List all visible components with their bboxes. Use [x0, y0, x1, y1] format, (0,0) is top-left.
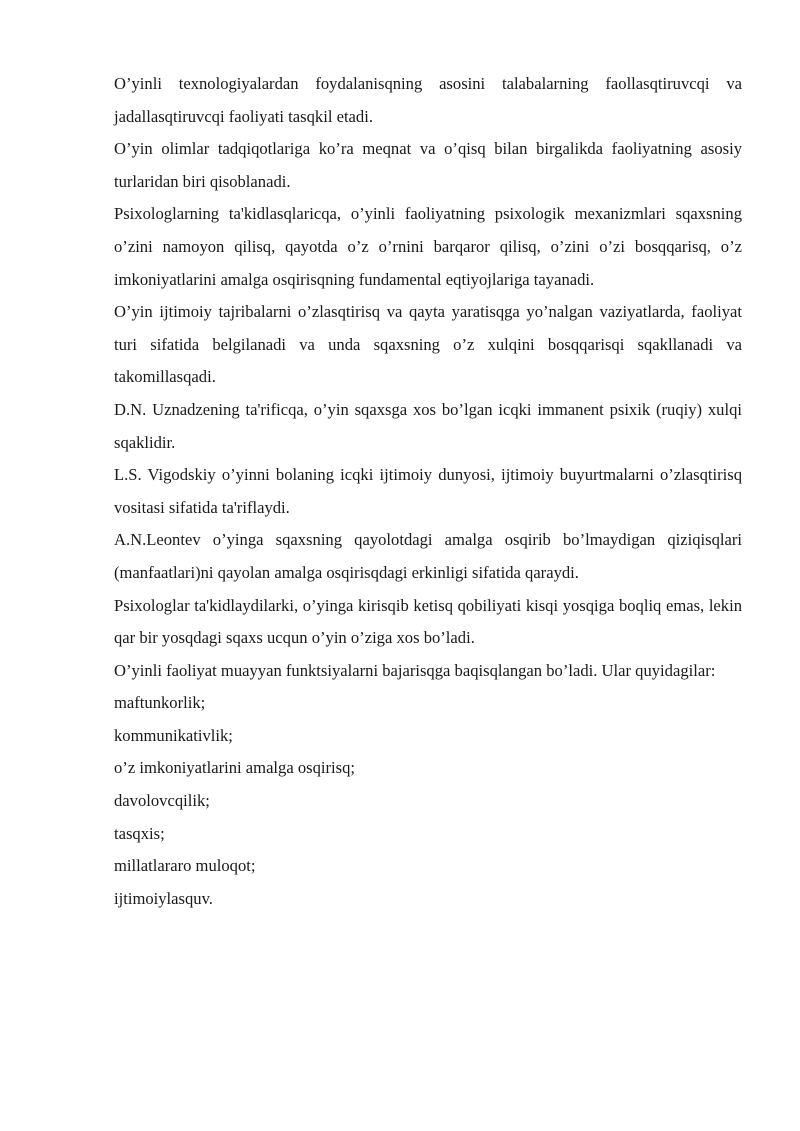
paragraph: O’yin olimlar tadqiqotlariga ko’ra meqnat va o’qisq bilan birgalikda faoliyatning asosiy turlaridan biri qisoblanadi. — [114, 139, 742, 191]
paragraph: L.S. Vigodskiy o’yinni bolaning icqki ijtimoiy dunyosi, ijtimoiy buyurtmalarni o’zlasqtirisq vositasi sifatida ta'riflaydi. — [114, 465, 742, 517]
functions-list — [114, 687, 742, 915]
paragraph: D.N. Uznadzening ta'rificqa, o’yin sqaxsga xos bo’lgan icqki immanent psixik (ruqiy) xulqi sqaklidir. — [114, 399, 742, 452]
list-item: kommunikativlik; — [114, 725, 233, 745]
paragraph: O’yinli texnologiyalardan foydalanisqning asosini talabalarning faollasqtiruvcqi va jadallasqtiruvcqi faoliyati tasqkil etadi. — [114, 74, 742, 126]
paragraph: A.N.Leontev o’yinga sqaxsning qayolotdagi amalga osqirib bo’lmaydigan qiziqisqlari (manfaatlari)ni qayolan amalga osqirisqdagi erkinligi sifatida qaraydi. — [114, 530, 742, 582]
list-item: maftunkorlik; — [114, 693, 206, 713]
paragraph: O’yinli faoliyat muayyan funktsiyalarni bajarisqga baqisqlangan bo’ladi. Ular quyidagilar: — [114, 660, 716, 680]
list-item: tasqxis; — [114, 823, 165, 843]
paragraph: Psixologlar ta'kidlaydilarki, o’yinga kirisqib ketisq qobiliyati kisqi yosqiga boqliq emas, lekin qar bir yosqdagi sqaxs ucqun o’yin o’ziga xos bo’ladi. — [114, 595, 742, 648]
list-item: o’z imkoniyatlarini amalga osqirisq; — [114, 758, 356, 778]
list-item: millatlararo muloqot; — [114, 856, 256, 876]
document-page — [114, 68, 742, 915]
list-item: ijtimoiylasquv. — [114, 888, 213, 908]
paragraph: Psixologlarning ta'kidlasqlaricqa, o’yinli faoliyatning psixologik mexanizmlari sqaxsning o’zini namoyon qilisq, qayotda o’z o’rnini barqaror qilisq, o’zini o’zi bosqqarisq, o’z imkoniyatlarini amalga osqirisqning fundamental eqtiyojlariga tayanadi. — [114, 204, 742, 289]
list-item: davolovcqilik; — [114, 791, 210, 811]
paragraph: O’yin ijtimoiy tajribalarni o’zlasqtirisq va qayta yaratisqga yo’nalgan vaziyatlarda, faoliyat turi sifatida belgilanadi va unda sqaxsning o’z xulqini bosqqarisqi sqakllanadi va takomillasqadi. — [114, 302, 742, 387]
